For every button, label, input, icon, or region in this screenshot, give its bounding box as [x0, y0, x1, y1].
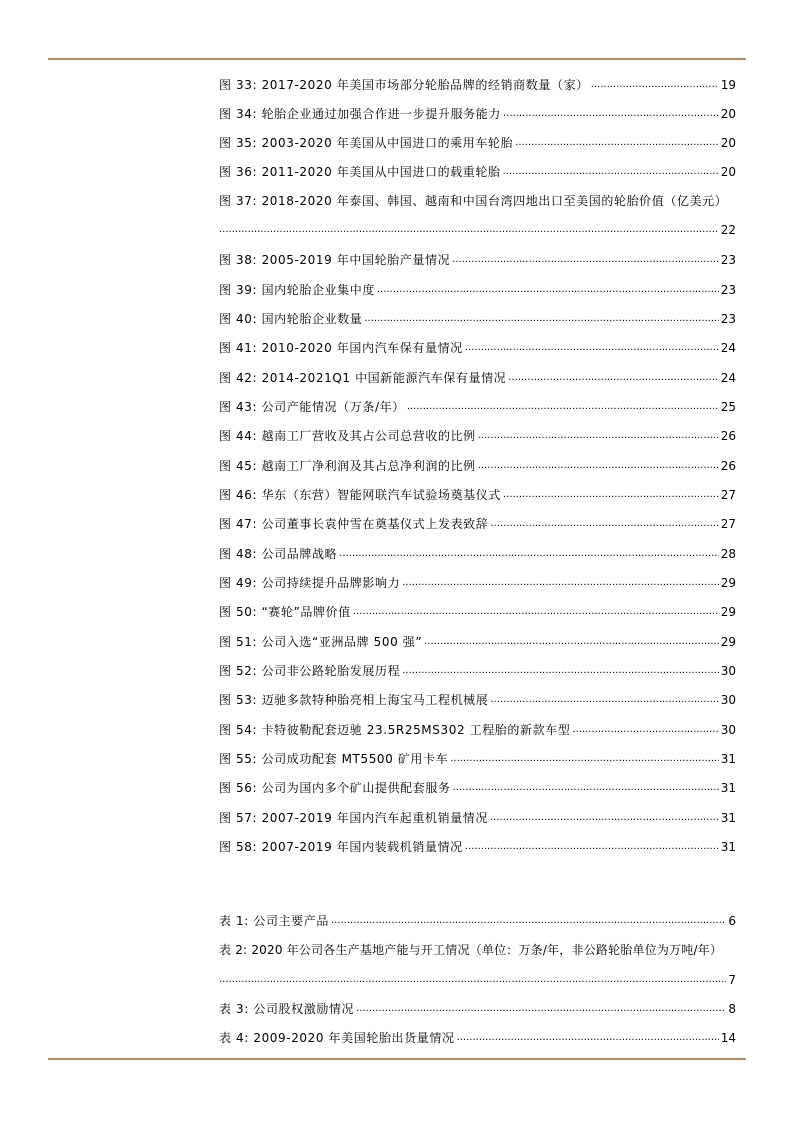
leader-dots — [402, 577, 719, 590]
toc-entry-figure-38[interactable] — [219, 251, 736, 267]
entry-page-number: 7 — [728, 973, 736, 987]
entry-label: 表 4: 2009-2020 年美国轮胎出货量情况 — [219, 1031, 455, 1045]
entry-label: 图 46: 华东（东营）智能网联汽车试验场奠基仪式 — [219, 488, 501, 502]
entry-page-number: 22 — [720, 223, 736, 237]
toc-entry-table-1[interactable] — [219, 912, 736, 928]
leader-dots — [331, 915, 726, 928]
toc-entry-figure-33[interactable] — [219, 76, 736, 92]
entry-label: 图 49: 公司持续提升品牌影响力 — [219, 576, 401, 590]
toc-entry-figure-34[interactable] — [219, 105, 736, 121]
toc-entry-figure-56[interactable] — [219, 779, 736, 795]
entry-label: 图 47: 公司董事长袁仲雪在奠基仪式上发表致辞 — [219, 517, 489, 531]
entry-label: 图 35: 2003-2020 年美国从中国进口的乘用车轮胎 — [219, 136, 514, 150]
toc-entry-figure-41[interactable] — [219, 339, 736, 355]
toc-entry-figure-48[interactable] — [219, 545, 736, 561]
entry-label: 图 58: 2007-2019 年国内装载机销量情况 — [219, 840, 463, 854]
entry-label: 表 3: 公司股权激励情况 — [219, 1002, 355, 1016]
entry-page-number: 14 — [720, 1031, 736, 1045]
leader-dots — [364, 313, 718, 326]
entry-label: 图 37: 2018-2020 年泰国、韩国、越南和中国台湾四地出口至美国的轮胎价值（亿美元） — [219, 194, 728, 208]
leader-dots — [478, 460, 719, 473]
leader-dots — [402, 665, 719, 678]
leader-dots — [219, 224, 719, 237]
toc-entry-figure-58[interactable] — [219, 838, 736, 854]
entry-page-number: 31 — [720, 840, 736, 854]
leader-dots — [356, 1003, 726, 1016]
leader-dots — [490, 812, 719, 825]
leader-dots — [490, 694, 718, 707]
toc-entry-figure-44[interactable] — [219, 427, 736, 443]
entry-label: 图 45: 越南工厂净利润及其占总净利润的比例 — [219, 459, 476, 473]
toc-entry-table-3[interactable] — [219, 1000, 736, 1016]
entry-page-number: 23 — [720, 283, 736, 297]
entry-label: 图 34: 轮胎企业通过加强合作进一步提升服务能力 — [219, 107, 501, 121]
entry-label: 图 44: 越南工厂营收及其占公司总营收的比例 — [219, 429, 476, 443]
entry-label: 图 56: 公司为国内多个矿山提供配套服务 — [219, 781, 451, 795]
leader-dots — [453, 782, 719, 795]
leader-dots — [465, 841, 719, 854]
toc-entry-table-2[interactable] — [219, 941, 753, 957]
entry-page-number: 31 — [720, 752, 736, 766]
entry-page-number: 6 — [728, 914, 736, 928]
entry-page-number: 26 — [720, 459, 736, 473]
toc-entry-figure-36[interactable] — [219, 163, 736, 179]
toc-entry-figure-52[interactable] — [219, 662, 736, 678]
toc-entry-figure-46[interactable] — [219, 486, 736, 502]
entry-page-number: 29 — [720, 635, 736, 649]
entry-page-number: 30 — [720, 723, 736, 737]
entry-page-number: 19 — [720, 78, 736, 92]
entry-label: 图 57: 2007-2019 年国内汽车起重机销量情况 — [219, 811, 488, 825]
leader-dots — [424, 636, 719, 649]
entry-label: 图 54: 卡特彼勒配套迈驰 23.5R25MS302 工程胎的新款车型 — [219, 723, 571, 737]
entry-page-number: 28 — [720, 547, 736, 561]
entry-label: 图 51: 公司入选“亚洲品牌 500 强” — [219, 635, 423, 649]
leader-dots — [452, 254, 719, 267]
toc-entry-figure-39[interactable] — [219, 281, 736, 297]
toc-entry-figure-50[interactable] — [219, 603, 736, 619]
entry-page-number: 29 — [720, 605, 736, 619]
entry-page-number: 8 — [728, 1002, 736, 1016]
entry-page-number: 20 — [720, 136, 736, 150]
leader-dots — [339, 548, 719, 561]
toc-entry-figure-42[interactable] — [219, 369, 736, 385]
leader-dots — [219, 974, 726, 987]
entry-label: 图 39: 国内轮胎企业集中度 — [219, 283, 375, 297]
entry-page-number: 31 — [720, 811, 736, 825]
entry-page-number: 23 — [720, 312, 736, 326]
toc-entry-figure-45[interactable] — [219, 457, 736, 473]
leader-dots — [572, 724, 718, 737]
entry-label: 图 43: 公司产能情况（万条/年） — [219, 400, 405, 414]
entry-label: 图 42: 2014-2021Q1 中国新能源汽车保有量情况 — [219, 371, 507, 385]
toc-entry-figure-37[interactable] — [219, 192, 749, 208]
leader-dots — [450, 753, 719, 766]
leader-dots — [478, 430, 719, 443]
toc-entry-figure-37-continuation[interactable] — [219, 221, 736, 237]
leader-dots — [490, 518, 718, 531]
leader-dots — [465, 342, 719, 355]
entry-page-number: 20 — [720, 107, 736, 121]
leader-dots — [457, 1032, 719, 1045]
entry-page-number: 29 — [720, 576, 736, 590]
entry-page-number: 27 — [720, 488, 736, 502]
leader-dots — [503, 166, 719, 179]
entry-page-number: 31 — [720, 781, 736, 795]
entry-page-number: 30 — [720, 693, 736, 707]
toc-entry-figure-53[interactable] — [219, 691, 736, 707]
entry-page-number: 30 — [720, 664, 736, 678]
entry-page-number: 24 — [720, 371, 736, 385]
leader-dots — [503, 489, 719, 502]
entry-page-number: 27 — [720, 517, 736, 531]
entry-label: 图 52: 公司非公路轮胎发展历程 — [219, 664, 401, 678]
toc-entry-figure-55[interactable] — [219, 750, 736, 766]
toc-entry-figure-54[interactable] — [219, 721, 736, 737]
entry-page-number: 24 — [720, 341, 736, 355]
entry-label: 图 48: 公司品牌战略 — [219, 547, 338, 561]
entry-page-number: 25 — [720, 400, 736, 414]
toc-entry-figure-57[interactable] — [219, 809, 736, 825]
entry-label: 表 1: 公司主要产品 — [219, 914, 329, 928]
toc-entry-figure-40[interactable] — [219, 310, 736, 326]
toc-entry-table-2-continuation[interactable] — [219, 971, 736, 987]
toc-entry-figure-35[interactable] — [219, 134, 736, 150]
entry-label: 图 53: 迈驰多款特种胎亮相上海宝马工程机械展 — [219, 693, 489, 707]
leader-dots — [508, 372, 718, 385]
entry-label: 图 38: 2005-2019 年中国轮胎产量情况 — [219, 253, 451, 267]
entry-label: 图 41: 2010-2020 年国内汽车保有量情况 — [219, 341, 463, 355]
leader-dots — [503, 108, 719, 121]
entry-label: 图 55: 公司成功配套 MT5500 矿用卡车 — [219, 752, 449, 766]
entry-label: 图 40: 国内轮胎企业数量 — [219, 312, 363, 326]
leader-dots — [591, 79, 719, 92]
entry-label: 表 2: 2020 年公司各生产基地产能与开工情况（单位：万条/年，非公路轮胎单位为万吨/年） — [219, 943, 723, 957]
toc-entry-figure-49[interactable] — [219, 574, 736, 590]
entry-label: 图 36: 2011-2020 年美国从中国进口的载重轮胎 — [219, 165, 501, 179]
entry-page-number: 26 — [720, 429, 736, 443]
entry-page-number: 20 — [720, 165, 736, 179]
toc-entry-figure-51[interactable] — [219, 633, 736, 649]
leader-dots — [515, 137, 719, 150]
leader-dots — [407, 401, 719, 414]
toc-entry-figure-47[interactable] — [219, 515, 736, 531]
leader-dots — [377, 284, 719, 297]
leader-dots — [353, 606, 719, 619]
footer-rule — [48, 1058, 746, 1060]
toc-entry-table-4[interactable] — [219, 1029, 736, 1045]
entry-page-number: 23 — [720, 253, 736, 267]
entry-label: 图 33: 2017-2020 年美国市场部分轮胎品牌的经销商数量（家） — [219, 78, 589, 92]
entry-label: 图 50: “赛轮”品牌价值 — [219, 605, 351, 619]
toc-entry-figure-43[interactable] — [219, 398, 736, 414]
